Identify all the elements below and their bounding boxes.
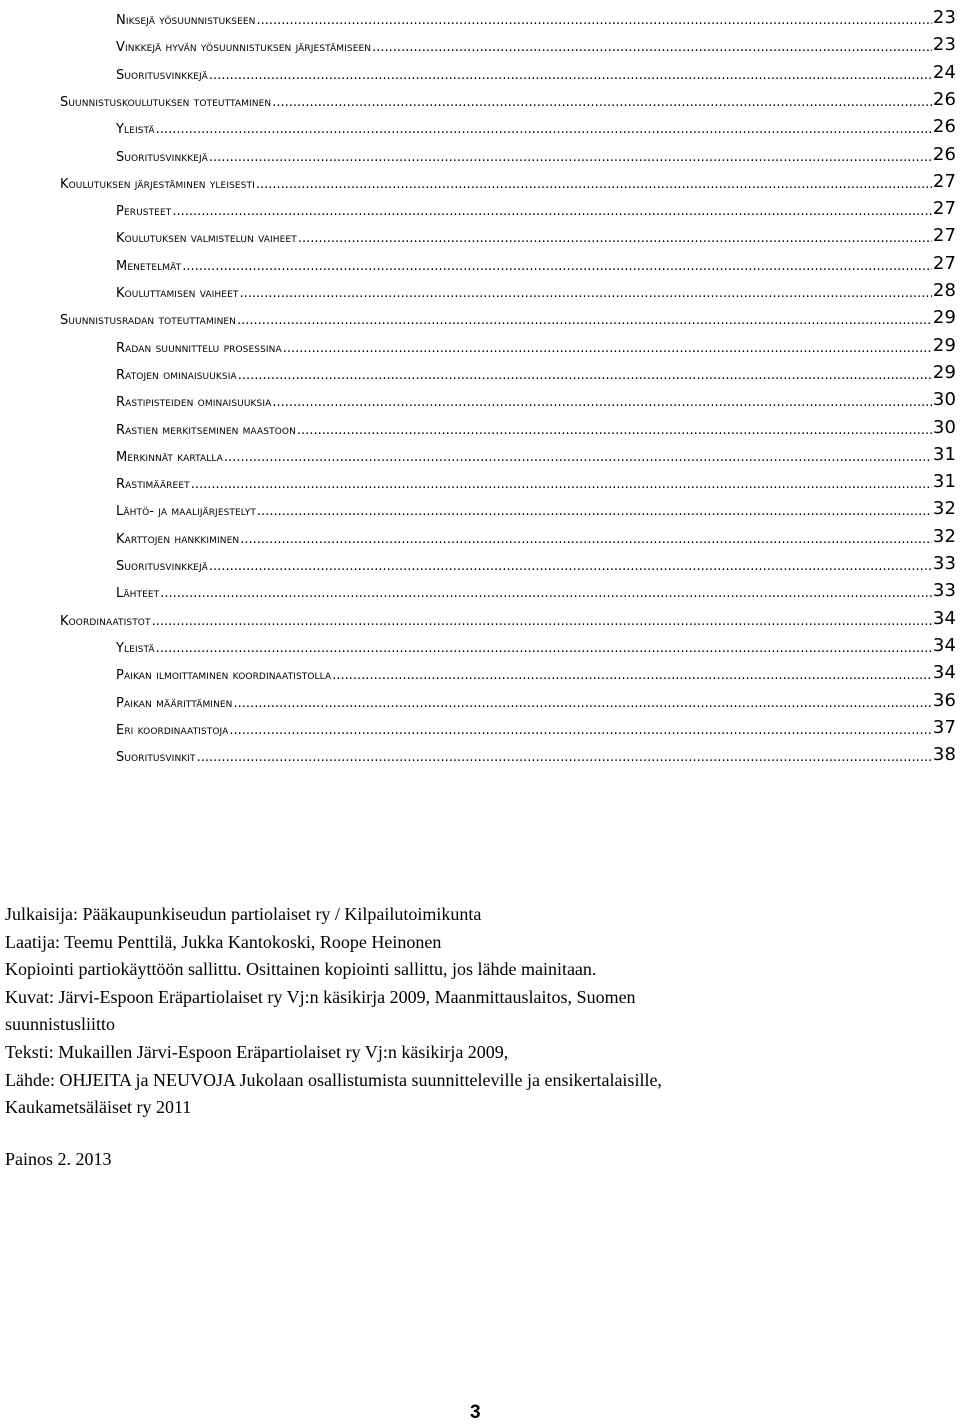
toc-entry-title: Menetelmät [116, 258, 182, 274]
toc-entry-title: Suunnistuskoulutuksen toteuttaminen [60, 94, 272, 110]
toc-entry[interactable] [116, 0, 956, 27]
toc-entry[interactable] [116, 519, 956, 546]
toc-entry[interactable] [116, 710, 956, 737]
toc-entry-title: Paikan määrittäminen [116, 695, 233, 711]
toc-entry-page: 27 [932, 170, 956, 192]
toc-entry[interactable] [116, 246, 956, 273]
toc-dot-leader [283, 342, 932, 355]
toc-dot-leader [234, 697, 932, 710]
toc-entry[interactable] [116, 218, 956, 245]
toc-entry-title: Perusteet [116, 204, 172, 220]
toc-entry-page: 33 [932, 553, 956, 574]
toc-entry[interactable] [60, 601, 956, 628]
toc-dot-leader [256, 14, 931, 27]
toc-dot-leader [240, 533, 932, 546]
toc-entry[interactable] [116, 628, 956, 655]
toc-entry-title: Ratojen ominaisuuksia [116, 367, 237, 383]
toc-entry-title: Paikan ilmoittaminen koordinaatistolla [116, 668, 332, 684]
toc-entry-page: 34 [932, 634, 956, 656]
toc-dot-leader [172, 205, 932, 218]
images-line-2: suunnistusliitto [5, 1014, 116, 1035]
toc-entry-title: Koulutuksen valmistelun vaiheet [116, 231, 297, 247]
toc-entry-title: Yleistä [116, 122, 155, 138]
toc-entry[interactable] [116, 546, 956, 573]
toc-entry-page: 30 [932, 416, 956, 438]
toc-dot-leader [224, 451, 932, 464]
toc-entry[interactable] [60, 164, 956, 191]
toc-entry[interactable] [116, 355, 956, 382]
toc-entry-page: 27 [932, 198, 956, 220]
toc-entry[interactable] [116, 737, 956, 764]
toc-entry-page: 26 [932, 143, 956, 165]
toc-entry-title: Suunnistusradan toteuttaminen [60, 313, 237, 329]
toc-entry[interactable] [116, 573, 956, 600]
toc-entry[interactable] [116, 328, 956, 355]
source-line-2: Kaukametsäläiset ry 2011 [5, 1097, 192, 1118]
toc-entry[interactable] [60, 300, 956, 327]
toc-entry-title: Suoritusvinkkejä [116, 559, 208, 574]
toc-entry[interactable] [116, 437, 956, 464]
toc-entry-title: Rastipisteiden ominaisuuksia [116, 395, 272, 411]
toc-entry-title: Merkinnät kartalla [116, 449, 223, 465]
toc-dot-leader [191, 478, 932, 491]
toc-entry-page: 27 [932, 252, 956, 274]
toc-dot-leader [272, 96, 932, 109]
toc-entry-page: 27 [932, 225, 956, 247]
toc-dot-leader [156, 123, 932, 136]
toc-entry-page: 28 [932, 280, 956, 301]
toc-dot-leader [209, 69, 932, 82]
toc-entry-page: 32 [932, 525, 956, 547]
toc-entry-title: Yleistä [116, 640, 155, 656]
toc-entry-title: Lähteet [116, 586, 160, 602]
toc-entry[interactable] [60, 82, 956, 109]
toc-dot-leader [156, 642, 932, 655]
edition-note: Painos 2. 2013 [5, 1149, 112, 1169]
toc-entry-title: Eri koordinaatistoja [116, 722, 229, 738]
toc-entry-page: 31 [932, 443, 956, 465]
toc-entry-page: 37 [932, 716, 956, 738]
toc-dot-leader [272, 396, 932, 409]
toc-dot-leader [229, 724, 932, 737]
toc-entry-title: Vinkkejä hyvän yösuunnistuksen järjestämiseen [116, 40, 372, 56]
toc-entry[interactable] [116, 137, 956, 164]
toc-dot-leader [182, 260, 932, 273]
authors-line: Laatija: Teemu Penttilä, Jukka Kantokoski, Roope Heinonen [5, 931, 442, 952]
toc-dot-leader [239, 287, 931, 300]
publisher-line: Julkaisija: Pääkaupunkiseudun partiolaiset ry / Kilpailutoimikunta [5, 904, 482, 924]
toc-dot-leader [209, 560, 932, 573]
toc-entry-title: Suoritusvinkkejä [116, 149, 208, 165]
toc-entry-title: Koulutuksen järjestäminen yleisesti [60, 176, 255, 192]
toc-entry-page: 23 [932, 7, 956, 28]
toc-dot-leader [160, 587, 932, 600]
toc-dot-leader [256, 178, 932, 191]
toc-entry[interactable] [116, 655, 956, 682]
text-source-line: Teksti: Mukaillen Järvi-Espoon Eräpartiolaiset ry Vj:n käsikirja 2009, [5, 1041, 509, 1062]
toc-dot-leader [298, 232, 932, 245]
images-line-1: Kuvat: Järvi-Espoon Eräpartiolaiset ry Vj:n käsikirja 2009, Maanmittauslaitos, Suomen [5, 986, 636, 1007]
toc-entry-page: 24 [932, 61, 956, 83]
toc-entry-title: Lähtö- ja maalijärjestelyt [116, 504, 256, 520]
page-number: 3 [470, 1402, 481, 1423]
toc-entry-page: 23 [932, 34, 956, 56]
toc-entry[interactable] [116, 55, 956, 82]
toc-entry[interactable] [116, 191, 956, 218]
toc-entry[interactable] [116, 382, 956, 409]
toc-entry[interactable] [116, 464, 956, 491]
toc-entry-page: 29 [932, 334, 956, 356]
toc-entry-title: Kouluttamisen vaiheet [116, 286, 239, 301]
toc-dot-leader [209, 151, 932, 164]
toc-entry-page: 30 [932, 389, 956, 411]
toc-entry-title: Rastimääreet [116, 477, 190, 493]
toc-entry-title: Suoritusvinkit [116, 750, 196, 766]
toc-entry-page: 34 [932, 607, 956, 629]
toc-entry-page: 26 [932, 116, 956, 138]
toc-dot-leader [197, 751, 932, 764]
copying-line: Kopiointi partiokäyttöön sallittu. Osittainen kopiointi sallittu, jos lähde mainitaan. [5, 959, 597, 980]
toc-entry-title: Suoritusvinkkejä [116, 67, 208, 83]
toc-dot-leader [152, 615, 932, 628]
toc-entry[interactable] [116, 273, 956, 300]
toc-entry-title: Niksejä yösuunnistukseen [116, 13, 256, 28]
toc-entry-page: 36 [932, 689, 956, 711]
toc-entry[interactable] [116, 27, 956, 54]
toc-entry-page: 29 [932, 361, 956, 383]
toc-dot-leader [332, 669, 932, 682]
toc-dot-leader [237, 314, 932, 327]
toc-entry-page: 38 [932, 744, 956, 766]
toc-dot-leader [238, 369, 932, 382]
toc-dot-leader [297, 424, 932, 437]
toc-entry-page: 32 [932, 498, 956, 520]
toc-entry-page: 33 [932, 580, 956, 602]
colophon [5, 901, 945, 1122]
toc-entry-title: Radan suunnittelu prosessina [116, 340, 282, 356]
toc-entry-page: 34 [932, 662, 956, 684]
toc-entry-page: 31 [932, 471, 956, 493]
toc-entry[interactable] [116, 491, 956, 518]
toc-entry-title: Karttojen hankkiminen [116, 531, 240, 547]
toc-entry-title: Rastien merkitseminen maastoon [116, 422, 296, 438]
source-line-1: Lähde: OHJEITA ja NEUVOJA Jukolaan osallistumista suunnitteleville ja ensikertalaisille, [5, 1069, 662, 1090]
toc-entry-page: 26 [932, 88, 956, 110]
toc-entry-title: Koordinaatistot [60, 613, 151, 629]
toc-entry[interactable] [116, 410, 956, 437]
toc-entry-page: 29 [932, 307, 956, 329]
toc-dot-leader [372, 41, 932, 54]
toc-entry[interactable] [116, 683, 956, 710]
toc-dot-leader [257, 505, 932, 518]
toc-entry[interactable] [116, 109, 956, 136]
